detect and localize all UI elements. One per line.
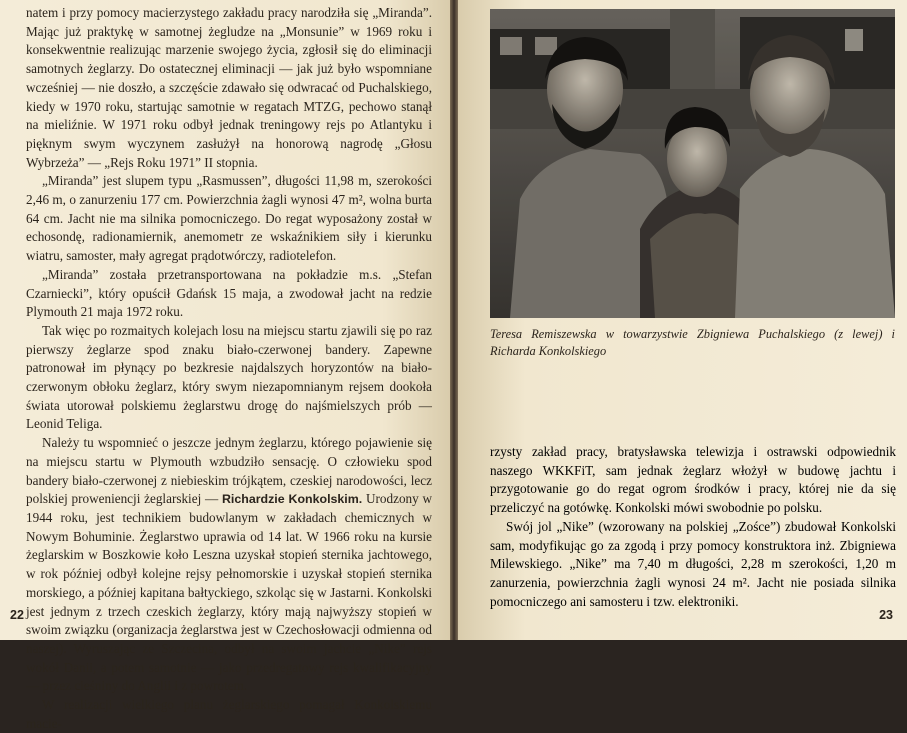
paragraph: W realizacji wielkiego planu żeglarskiego pomagał Konkolskiemu macie- — [26, 697, 432, 731]
bold-name: Richardzie Konkolskim. — [221, 492, 363, 507]
paragraph: natem i przy pomocy macierzystego zakładu pracy narodziła się „Miranda”. Mając już praktykę w samotnej żegludze na „Monsunie” w 1969 roku i konsekwentnie realizując marzenie swojego życia, zgłosił się do eliminacji samotnych żeglarzy. Do ostatecznej eliminacji — jak już było wspomniane wcześniej — nie doszło, a szczęście zdawało się odwracać od Puchalskiego, kiedy w 1970 roku, startując samotnie w regatach MTZG, pechowo stanął na mieliźnie. W 1971 roku odbył jednak treningowy rejs po Atlantyku i pięknym swym wyczynem zasłużył na honorową nagrodę „Głosu Wybrzeża” — „Rejs Roku 1971” II stopnia. — [26, 5, 432, 170]
left-page-text — [26, 4, 432, 733]
paragraph: Swój jol „Nike” (wzorowany na polskiej „Zośce”) zbudował Konkolski sam, modyfikując go za zgodą i przy pomocy konstruktora inż. Zbigniewa Milewskiego. „Nike” ma 7,40 m długości, 2,28 m szerokości, 1,20 m zanurzenia, powierzchnia żagli wynosi 24 m². Jacht nie posiada silnika pomocniczego ani samosteru i tzw. elektroniki. — [490, 518, 896, 609]
paragraph — [26, 434, 432, 696]
paragraph: Tak więc po rozmaitych kolejach losu na miejscu startu zjawili się po raz pierwszy żeglarze spod znaku biało-czerwonej bandery. Zapewne patronował im płynący po bezkresie najdalszych horyzontów na biało-czerwonym obłoku żeglarz, który swym niezapomnianym rejsem dookoła świata utorował polskiemu żeglarstwu drogę do najśmielszych prób — Leonid Teliga. — [26, 322, 432, 432]
page-number: 23 — [879, 608, 893, 622]
paragraph: „Miranda” została przetransportowana na pokładzie m.s. „Stefan Czarniecki”, który opuścił Gdańsk 15 maja, a zwodował jacht na redzie Plymouth 21 maja 1972 roku. — [26, 266, 432, 320]
page-number: 22 — [10, 608, 24, 622]
book-gutter — [450, 0, 458, 640]
photo-illustration — [490, 9, 895, 318]
paragraph: rzysty zakład pracy, bratysławska telewizja i ostrawski odpowiednik naszego WKKFiT, sam jednak żeglarz włożył w budowę jachtu i przygotowanie go do regat ogrom środków i pracy, której nie da się przeliczyć na gotówkę. Konkolski mówi swobodnie po polsku. — [490, 444, 896, 516]
paragraph-text: Urodzony w 1944 roku, jest technikiem budowlanym w zakładach chemicznych w Nowym Bohuminie. Żeglarstwo uprawia od 14 lat. W 1966 roku na kursie żeglarskim w Boszkowie koło Leszna uzyskał stopień sternika jachtowego, w rok później odbył kolejne rejsy pełnomorskie i uzyskał stopień sternika morskiego, a później kapitana bałtyckiego, szkoląc się w Jastarni. Konkolski jest jednym z trzech czeskich żeglarzy, który mają najwyższy stopień w swoim związku (organizacja żeglarstwa jest w Czechosłowacji odmienna od naszej). Wyruszając ze Szczecina, odbył na swoim jachcie „Nike” rejs wokół Danii, a potem samotnie — jako przedregatowy rejs kwalifikacyjny — przez cieśniny do Anglii i z powrotem. — [26, 491, 433, 694]
photograph — [490, 9, 895, 318]
photo-caption: Teresa Remiszewska w towarzystwie Zbigniewa Puchalskiego (z lewej) i Richarda Konkolskiego — [490, 327, 895, 358]
right-page-text — [490, 443, 896, 611]
paragraph: „Miranda” jest slupem typu „Rasmussen”, długości 11,98 m, szerokości 2,46 m, o zanurzeniu 177 cm. Powierzchnia żagli wynosi 47 m², wolna burta 64 cm. Jacht nie ma silnika pomocniczego. Do regat wyposażony został w echosondę, radionamiernik, anemometr ze wskaźnikiem siły i kierunku wiatru, samoster, mały agregat prądotwórczy, radiotelefon. — [26, 173, 432, 264]
left-page — [0, 0, 450, 731]
paragraph-text: Należy tu wspomnieć o jeszcze jednym żeglarzu, którego pojawienie się na miejscu startu w Plymouth wzbudziło sensację. O człowieku spod bandery biało-czerwonej z niebieskim trójkątem, czeskiej narodowości, lecz polskiej proweniencji żeglarskiej — — [26, 435, 432, 507]
